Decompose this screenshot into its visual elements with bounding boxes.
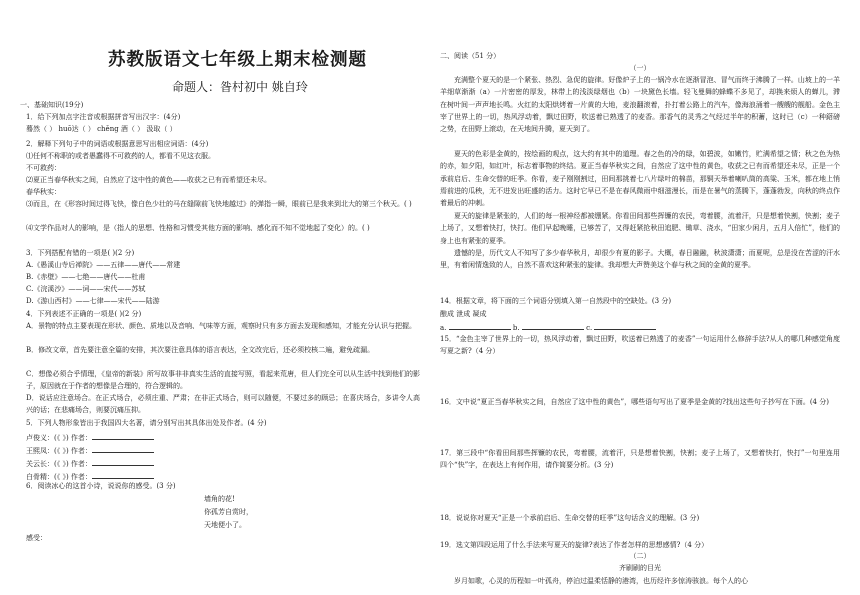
section-2-heading: 二、阅读（51 分） <box>440 52 501 60</box>
passage-1-paragraph-2: 夏天的色彩是金黄的，按绘画的观点，这大约有其中的道理。春之色的冷的绿，如碧波，如嫩竹，贮满希望之情；秋之色为热的赤，如夕阳，如红叶，标志着事物的终结。夏正当春华秋实之间，自然应了这中性的黄色，收获之已有而希望还未尽，正是一个承前启后、生命交替的旺季。你看，麦子刚刚割过，田间那挑着七八片绿叶的棉苗，那铜天举着喇叭筒的高粱、玉米，都在地上悄焉前进的瓜秧，无不进发出旺盛的活力。这时它早已不是在春风微雨中细滋漫长，而是在暑气的蒸腾下，蓬蓬勃发，向秋的终点作着最后的冲刺。 <box>440 150 840 208</box>
q3-option-d: D.《游山西村》——七律——宋代——陆游 <box>26 297 160 305</box>
q16-text: 16．文中说“夏正当春华秋实之间，自然应了这中性的黄色”，哪些语句写出了夏季是金黄的?找出这些句子抄写在下面。(4 分) <box>440 398 829 406</box>
q2-item-1: ⑴任何不称职的或者愚蠢得不可救药的人，都看不见这衣服。 <box>26 152 215 160</box>
poem-line-3: 天地便小了。 <box>204 521 246 529</box>
q14-blanks: a. b. c. <box>440 322 656 333</box>
q3-option-b: B.《赤壁》——七绝——唐代——杜甫 <box>26 273 146 281</box>
author-line: 命题人：昝村初中 姚自玲 <box>172 80 308 94</box>
q5-item-2: 王熙凤：(《 》) 作者： <box>26 445 154 456</box>
q5-item-3: 关云长：(《 》) 作者： <box>26 458 154 469</box>
q14-words: 酿成 泄成 凝成 <box>440 310 487 318</box>
q4-option-b: B．修改文章，首先要注意全篇的安排，其次要注意具体的语言表达，全文改完后，还必须校核二遍，避免疏漏。 <box>26 346 375 354</box>
q4-text: 4．下列表述不正确的一项是( )(2 分) <box>26 310 142 318</box>
q5-item-1: 卢俊义：(《 》) 作者： <box>26 432 154 443</box>
q17-text: 17．第三段中“你看田间那些挥镰的农民，弯着腰，流着汗，只是想着快割，快割；麦子上场了，又想着快打，快打”一句里连用四个“快”字，在表达上有何作用，请作简要分析。(3 分) <box>440 449 840 470</box>
q5-item-4: 白骨精：(《 》) 作者： <box>26 471 154 482</box>
q2-item-1-label: 不可救药： <box>26 164 61 172</box>
q2-item-4: ⑷文学作品对人的影响，是（指人的思想、性格和习惯受其他方面的影响、感化而不知不觉地起了变化）的。( ) <box>26 224 370 232</box>
q4-option-c: C．想像必须合乎情理，《皇帝的新装》所写故事非非真实生活的直接写照，看起来荒唐，但人们完全可以从生活中找到他们的影子，原因就在于作者的想像是合理的，符合逻辑的。 <box>26 370 420 391</box>
passage-1-paragraph-1: 充满整个夏天的是一个紧张、热烈、急促的旋律。好像炉子上的一锅冷水在逐渐冒泡、冒气而终于沸腾了一样。山坡上的一羊羊细草渐渐（a）一片密密的厚发，林带上的浅淡绿烟也（b）一块黛色长墙。轻飞曼舞的蜂蝶不多见了，却换来烦人的蝉儿，滞在树叶间一声声地长鸣。火红的太阳烘烤着一片黄的大地，麦浪翻滚着，扑打着公路上的汽车，像海浪涌着一艘艘的舰船。金色主宰了世界上的一切，热风浮动着，飘过田野，吹送着已熟透了的麦香。那香气的灵秀之气经过半年的积蓄，这时已（c）一种鍣磅之势，在田野上滚动，在天地间升腾，夏天到了。 <box>440 76 840 134</box>
passage-2-paragraph-1: 岁月如歌，心灵的历程如一叶孤舟，停泊过温柔恬静的港湾，也历经许多惊涛骇浪。每个人的心 <box>454 577 748 585</box>
passage-2-number: （二） <box>629 552 651 560</box>
q2-item-2: ⑵夏正当春华秋实之间，自然应了这中性的黄色——收获之已有而希望还未尽。 <box>26 176 271 184</box>
q1-items: 蓦然（ ） huō达（ ） chěng 酒（ ） 汲取（ ） <box>26 125 177 133</box>
passage-1-paragraph-4: 遗憾的是，历代文人不知写了多少春华秋月，却很少有夏的影子。大概，春日融融，秋波潇潇；而夏呢，总是没在苦涩的汗水里，有着闲情逸致的人，自然不喜欢这种紧张的旋律。我却想大声赞美这个春与秋之间的金黄的夏季。 <box>440 249 840 270</box>
q18-text: 18．说说你对夏天“正是一个承前启后、生命交替的旺季”这句话含义的理解。(3 分) <box>440 514 700 522</box>
section-1-heading: 一、基础知识(19分) <box>20 101 84 109</box>
q19-text: 19．选文第四段运用了什么手法来写夏天的旋律?表达了作者怎样的思想感情?（4 分） <box>440 541 709 549</box>
poem-line-1: 墙角的花! <box>204 495 235 503</box>
q1-text: 1．给下列加点字注音或根据拼音写出汉字：(4分) <box>26 113 181 121</box>
passage-2-title: 齐刷刷的目光 <box>619 564 661 572</box>
q6-answer-label: 感受： <box>26 534 47 542</box>
q2-item-2-label: 春华秋实： <box>26 188 61 196</box>
passage-1-number: （一） <box>629 64 651 72</box>
q15-text: 15．“金色主宰了世界上的一切，热风浮动着，飘过田野，吹送着已熟透了的麦香”一句运用什么修辞手法?从人的哪几种感觉角度写夏之新?（4 分） <box>440 335 840 356</box>
q14-text: 14．根据文章，将下面的三个词语分别填入第一自然段中的空缺处。(3 分) <box>440 297 672 305</box>
q5-text: 5．下列人物形象皆出于我国四大名著，请分别写出其具体出处及作者。(4 分) <box>26 419 267 427</box>
q3-option-c: C.《浣溪沙》——词——宋代——苏轼 <box>26 285 146 293</box>
passage-1-paragraph-3: 夏天的旋律是紧张的，人们的每一根神经都被绷紧。你看田间那些挥镰的农民，弯着腰，流着汗，只是想着快割，快割；麦子上场了，又想着快打，快打。他们早起晚睡，已够苦了，又得赶紧抢秋田追肥、锄草、浇水，“田家少闲月，五月人倍忙”，他们的身上也有紧张的夏季。 <box>440 212 840 245</box>
poem-line-2: 你孤芳自赏时， <box>204 508 253 516</box>
q6-text: 6．阅读冰心的这首小诗，说说你的感受。(3 分) <box>26 482 176 490</box>
q4-option-a: A．景物的特点主要表现在形状、颜色、质地以及音响、气味等方面，观察时只有多方面去发现和感知，才能充分认识与把握。 <box>26 322 417 330</box>
q3-text: 3．下列搭配有错的一项是( )(2 分) <box>26 249 135 257</box>
q3-option-a: A.《愚溪山寺后禅院》——五律——唐代——常建 <box>26 261 181 269</box>
q2-text: 2．解释下列句子中的词语或根据意思写出相应词语：(4分) <box>26 140 209 148</box>
q2-item-3: ⑶而且，在《形容时间过得飞快，像白色少壮的马在缝隙前飞快地越过》的弹指一瞬，眼前已是我来到北大的第三个秋天。( ) <box>26 200 412 208</box>
q4-option-d: D．说话应注意场合。在正式场合，必须庄重、严肃；在非正式场合，则可以随便，不要过多的顾忌；在喜庆场合，多讲令人高兴的话；在悲痛场合，则要沉痛压抑。 <box>26 394 420 415</box>
page-title: 苏教版语文七年级上期末检测题 <box>108 50 367 70</box>
